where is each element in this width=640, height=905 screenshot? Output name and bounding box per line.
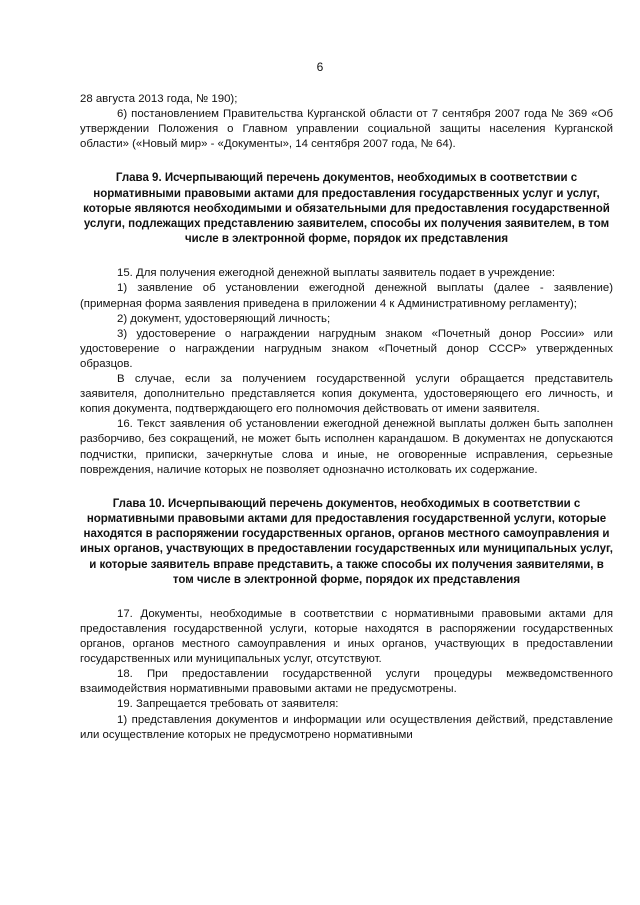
paragraph: 1) заявление об установлении ежегодной денежной выплаты (далее - заявление) (примерная форма заявления приведена в приложении 4 к Административному регламенту); [80,282,613,310]
paragraph: 28 августа 2013 года, № 190); [80,93,238,105]
chapter-10-heading: Глава 10. Исчерпывающий перечень документов, необходимых в соответствии с нормативными правовыми актами для предоставления государственной услуги, которые находятся в распоряжении государственных органов, органов местного самоуправления и иных органов, участвующих в предоставлении государственных или муниципальных услуг, и которые заявитель вправе представить, а также способы их получения заявителями, в том числе в электронной форме, порядок их представления [80,497,613,586]
paragraph: 19. Запрещается требовать от заявителя: [117,698,339,711]
paragraph: 3) удостоверение о награждении нагрудным знаком «Почетный донор России» или удостоверение о награждении нагрудным знаком «Почетный донор СССР» утвержденных образцов. [80,327,613,370]
paragraph: 2) документ, удостоверяющий личность; [117,312,331,325]
document-body [80,92,613,743]
paragraph: 1) представления документов и информации или осуществления действий, представление или осуществление которых не предусмотрено нормативными [80,713,613,741]
paragraph: В случае, если за получением государственной услуги обращается представитель заявителя, дополнительно представляется копия документа, удостоверяющего его личность, и копия документа, подтверждающего его полномочия действовать от имени заявителя. [80,373,613,416]
page-number: 6 [316,60,324,74]
paragraph: 18. При предоставлении государственной услуги процедуры межведомственного взаимодействия нормативными правовыми актами не предусмотрены. [80,668,613,696]
chapter-9-heading: Глава 9. Исчерпывающий перечень документов, необходимых в соответствии с нормативными правовыми актами для предоставления государственных услуг и услуг, которые являются необходимыми и обязательными для предоставления государственной услуги, подлежащих представлению заявителем, способы их получения заявителем, в том числе в электронной форме, порядок их представления [83,172,610,246]
paragraph: 16. Текст заявления об установлении ежегодной денежной выплаты должен быть заполнен разборчиво, без сокращений, не может быть исполнен карандашом. В документах не допускаются подчистки, приписки, зачеркнутые слова и иные, не оговоренные исправления, серьезные повреждения, наличие которых не позволяет однозначно истолковать их содержание. [80,418,613,476]
paragraph: 17. Документы, необходимые в соответствии с нормативными правовыми актами для предоставления государственной услуги, которые находятся в распоряжении государственных органов, органов местного самоуправления и иных органов, участвующих в предоставлении государственных или муниципальных услуг, отсутствуют. [80,607,613,666]
paragraph: 6) постановлением Правительства Курганской области от 7 сентября 2007 года № 369 «Об утверждении Положения о Главном управлении социальной защиты населения Курганской области» («Новый мир» - «Документы», 14 сентября 2007 года, № 64). [80,108,613,151]
paragraph: 15. Для получения ежегодной денежной выплаты заявитель подает в учреждение: [117,267,556,280]
